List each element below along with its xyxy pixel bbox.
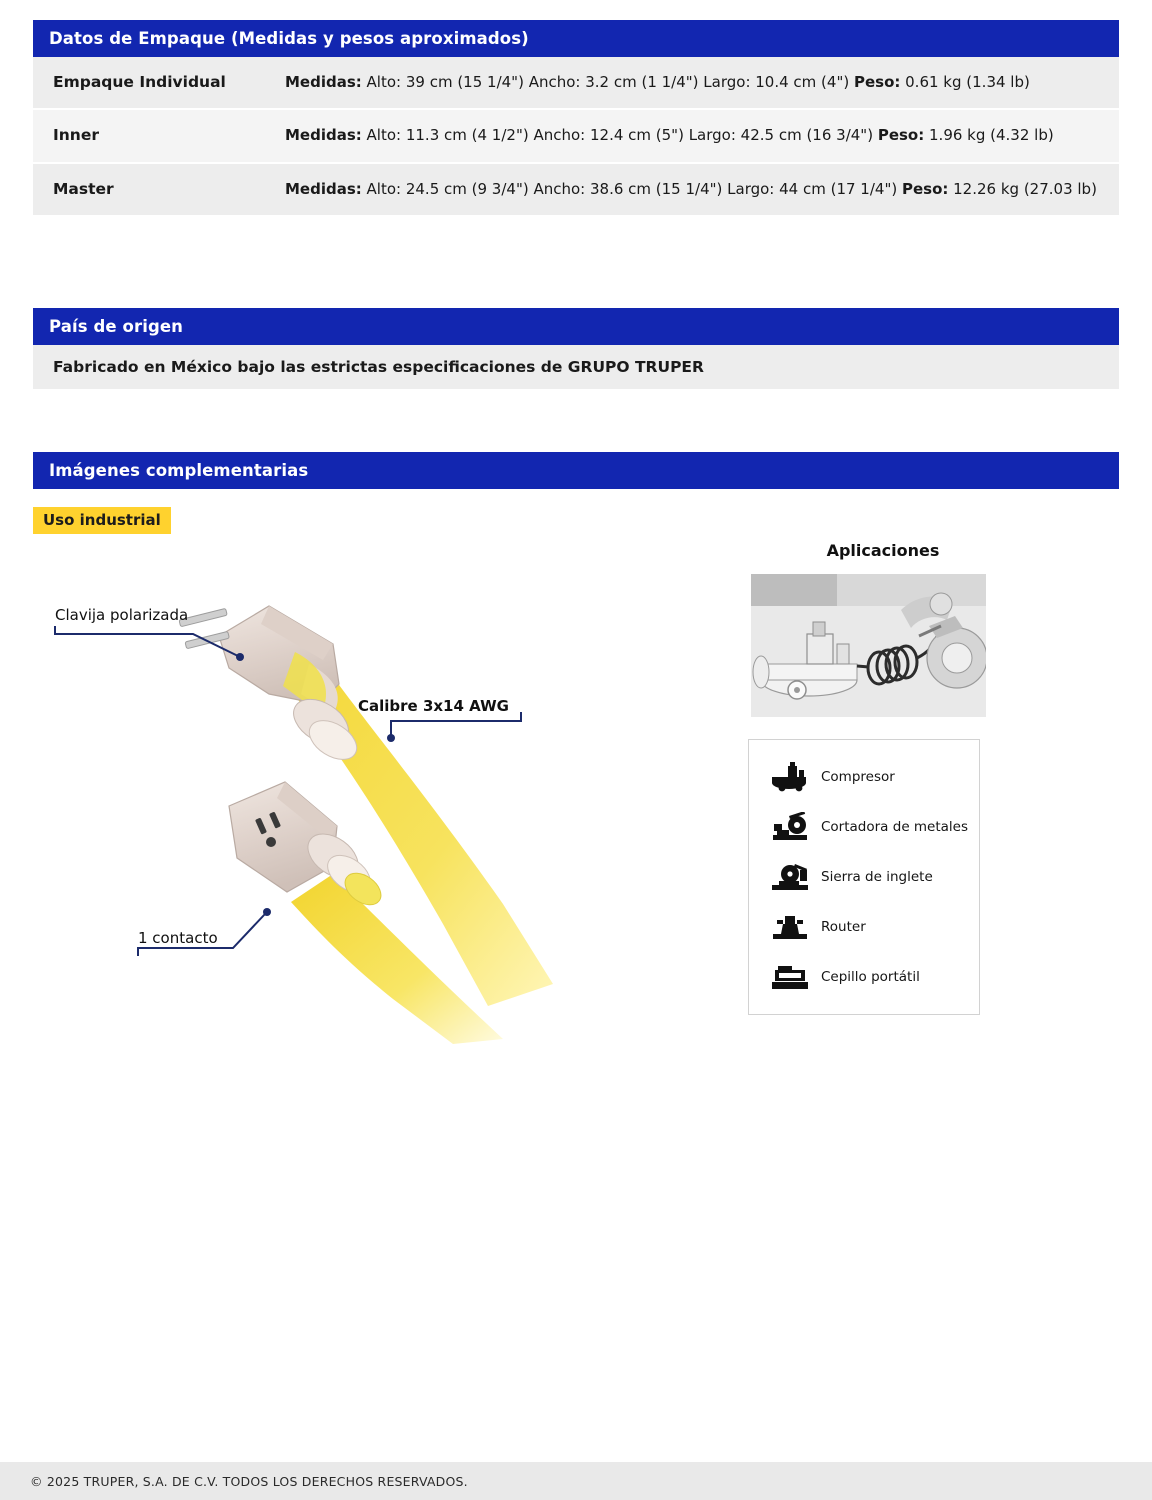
medidas-label: Medidas: [285,126,362,145]
packaging-row-label: Inner [33,109,285,162]
portable-planer-icon [767,958,813,996]
applications-list [748,739,980,1015]
application-label: Compresor [821,769,895,785]
application-label: Cepillo portátil [821,969,920,985]
origin-section-title: País de origen [33,308,1119,345]
list-item [749,852,979,902]
packaging-section [33,20,1119,217]
footer-copyright: © 2025 TRUPER, S.A. DE C.V. TODOS LOS DERECHOS RESERVADOS. [30,1473,468,1489]
packaging-row-value [285,163,1119,216]
medidas-value: Alto: 39 cm (15 1/4") Ancho: 3.2 cm (1 1/4") Largo: 10.4 cm (4") [361,73,854,91]
miter-saw-icon [767,858,813,896]
medidas-value: Alto: 24.5 cm (9 3/4") Ancho: 38.6 cm (15 1/4") Largo: 44 cm (17 1/4") [361,179,902,198]
industrial-use-badge: Uso industrial [33,507,171,534]
origin-section [33,308,1119,389]
applications-block [718,541,1118,1015]
packaging-row-label: Master [33,163,285,216]
peso-value: 0.61 kg (1.34 lb) [900,73,1030,91]
images-body [33,489,1119,1049]
applications-photo [751,574,986,717]
list-item [749,902,979,952]
applications-photo-svg [751,574,986,717]
application-label: Cortadora de metales [821,819,969,835]
callout-label-contacto: 1 contacto [138,929,218,947]
packaging-table [33,57,1119,217]
peso-value: 1.96 kg (4.32 lb) [924,126,1054,145]
complementary-images-section [33,452,1119,1049]
medidas-label: Medidas: [285,179,362,198]
origin-text: Fabricado en México bajo las estrictas especificaciones de GRUPO TRUPER [33,345,1119,389]
callout-label-clavija: Clavija polarizada [55,606,189,624]
packaging-row-value [285,109,1119,162]
table-row [33,109,1119,162]
peso-value: 12.26 kg (27.03 lb) [948,179,1097,198]
medidas-value: Alto: 11.3 cm (4 1/2") Ancho: 12.4 cm (5") Largo: 42.5 cm (16 3/4") [361,126,878,145]
polarized-plug-graphic [179,606,364,767]
list-item [749,752,979,802]
application-label: Sierra de inglete [821,869,933,885]
peso-label: Peso: [877,126,925,145]
table-row [33,163,1119,216]
images-section-title: Imágenes complementarias [33,452,1119,489]
list-item [749,952,979,1002]
peso-label: Peso: [853,73,901,91]
list-item [749,802,979,852]
table-row [33,57,1119,109]
application-label: Router [821,919,866,935]
extension-cord-illustration [33,544,673,1044]
callout-label-calibre: Calibre 3x14 AWG [358,697,509,715]
packaging-row-label: Empaque Individual [33,57,285,109]
router-icon [767,908,813,946]
packaging-row-value [285,57,1119,109]
packaging-section-title: Datos de Empaque (Medidas y pesos aproximados) [33,20,1119,57]
compressor-icon [767,758,813,796]
footer [0,1462,1152,1500]
applications-title: Aplicaciones [826,541,940,560]
peso-label: Peso: [901,179,949,198]
medidas-label: Medidas: [285,73,362,91]
metal-cutter-icon [767,808,813,846]
